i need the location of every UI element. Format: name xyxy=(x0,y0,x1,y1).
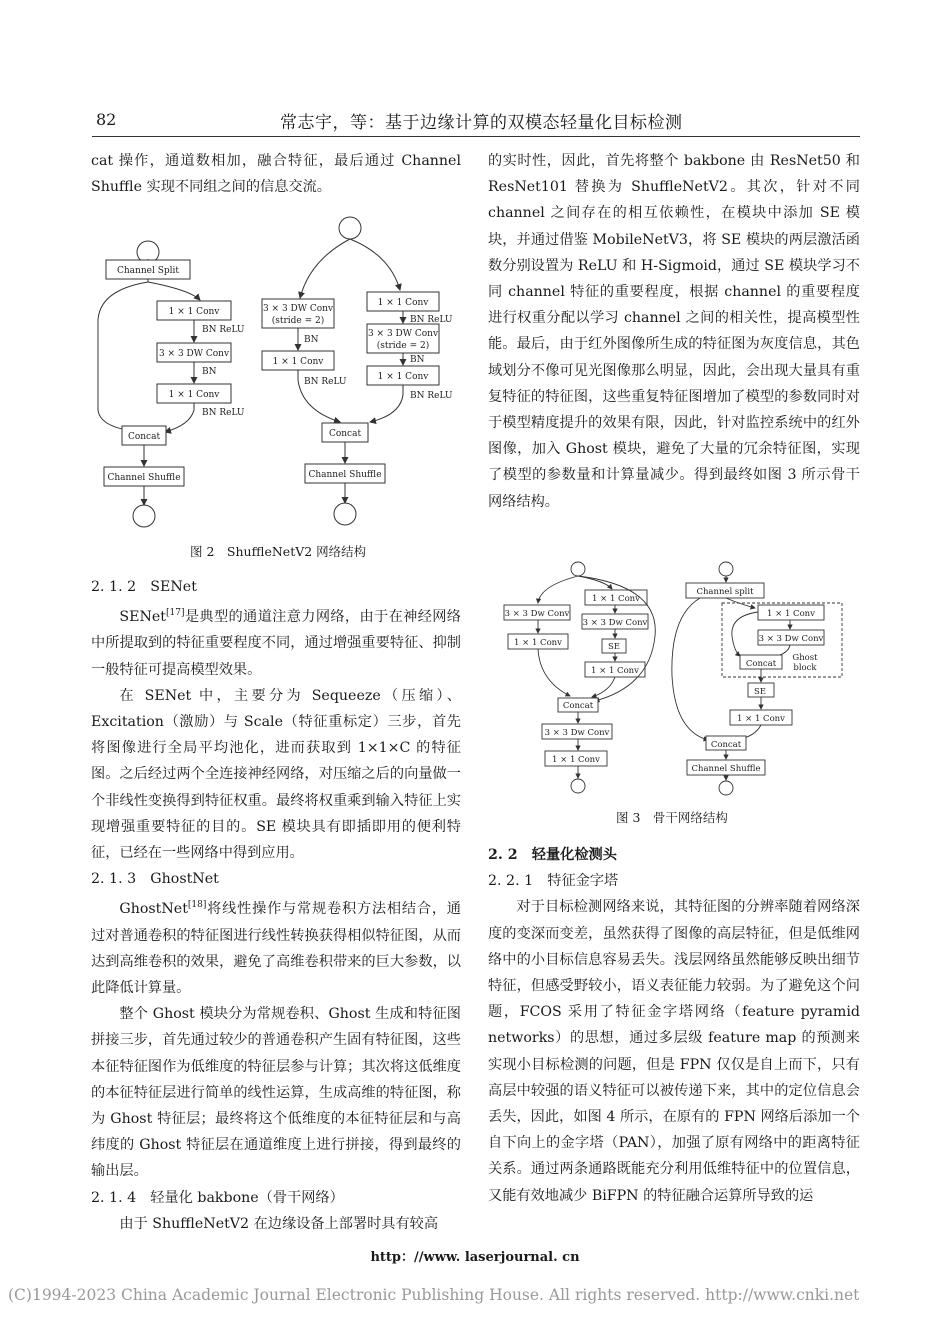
ghostnet-name: GhostNet xyxy=(119,901,188,918)
footer-url: http：//www. laserjournal. cn xyxy=(370,1250,580,1265)
fig2-left-dwconv: 3 × 3 DW Conv xyxy=(158,349,230,359)
fig3-left-conv-c: 1 × 1 Conv xyxy=(591,666,639,676)
copyright-watermark: (C)1994-2023 China Academic Journal Electronic Publishing House. All rights reserved. http://www.cnki.net xyxy=(8,1286,860,1304)
fig3-left-conv-a: 1 × 1 Conv xyxy=(514,638,562,648)
fig2-left-bnrelu-1: BN ReLU xyxy=(202,325,245,335)
fig3-left-dwconv-a: 3 × 3 Dw Conv xyxy=(504,609,570,619)
fig2-right-shuffle: Channel Shuffle xyxy=(308,470,382,480)
fig2-right-bn-a: BN xyxy=(304,335,319,345)
fig2-right-conv-a: 1 × 1 Conv xyxy=(272,357,324,367)
fig2-right-conv-b: 1 × 1 Conv xyxy=(377,298,429,308)
fig2-right-conv-c: 1 × 1 Conv xyxy=(377,372,429,382)
fig3-right-channel-split: Channel split xyxy=(696,587,754,597)
fig3-left-conv-d: 1 × 1 Conv xyxy=(552,755,600,765)
page-number: 82 xyxy=(96,110,117,129)
fig2-right-bnrelu-b: BN ReLU xyxy=(410,315,453,325)
left-body xyxy=(91,574,461,1237)
fig3-right-shuffle: Channel Shuffle xyxy=(691,764,761,774)
figure-2-caption: 图 2 ShuffleNetV2 网络结构 xyxy=(190,544,367,559)
fig3-right-concat: Concat xyxy=(710,740,742,750)
fig3-left-se: SE xyxy=(607,642,621,652)
left-intro xyxy=(91,148,461,200)
figure-3-caption: 图 3 骨干网络结构 xyxy=(616,810,728,825)
bakbone-paragraph-1: 由于 ShuffleNetV2 在边缘设备上部署时具有较高 xyxy=(119,1215,439,1232)
senet-name: SENet xyxy=(119,609,166,626)
ref-17: [17] xyxy=(165,608,185,619)
fig2-left-conv-1: 1 × 1 Conv xyxy=(168,307,220,317)
fig2-left-bn: BN xyxy=(202,367,217,377)
fig3-left-conv-b: 1 × 1 Conv xyxy=(592,594,640,604)
fig3-right-conv-a: 1 × 1 Conv xyxy=(767,609,815,619)
heading-2-2: 2. 2 轻量化检测头 xyxy=(488,847,617,863)
heading-2-2-1: 2. 2. 1 特征金字塔 xyxy=(488,873,619,890)
fig2-right-dw-stride-l1: 3 × 3 DW Conv xyxy=(262,304,334,314)
fig2-left-shuffle: Channel Shuffle xyxy=(107,473,181,483)
senet-paragraph-1 xyxy=(91,600,461,683)
figure-2-shufflenetv2 xyxy=(90,210,465,535)
fig2-left-conv-2: 1 × 1 Conv xyxy=(168,390,220,400)
fig3-right-se: SE xyxy=(753,687,767,697)
ghost-paragraph-1 xyxy=(91,892,461,1001)
fig2-right-bnrelu-a: BN ReLU xyxy=(304,377,347,387)
fig2-right-dw-stride-b-l2: (stride = 2) xyxy=(376,341,430,351)
fig2-right-dw-stride-l2: (stride = 2) xyxy=(271,316,325,326)
fig3-right-inner-concat: Concat xyxy=(745,659,777,669)
fig2-right-concat: Concat xyxy=(328,429,362,439)
heading-2-1-4: 2. 1. 4 轻量化 bakbone（骨干网络） xyxy=(91,1189,344,1206)
senet-paragraph-2: 在 SENet 中，主要分为 Sequeeze（压缩）、Excitation（激励）与 Scale（特征重标定）三步，首先将图像进行全局平均池化，进而获取到 1×1×C 的特征图。之后经过两个全连接神经网络，对压缩之后的向量做一个非线性变换得到特征权重。最终将权重乘到输入特征上实现增强重要特征的目的。SE 模块具有即插即用的便利特征，已经在一些网络中得到应用。 xyxy=(91,687,461,862)
intro-paragraph: cat 操作，通道数相加，融合特征，最后通过 Channel Shuffle 实现不同组之间的信息交流。 xyxy=(91,153,461,196)
fig2-right-bn-b: BN xyxy=(410,355,425,365)
fig3-right-conv-b: 1 × 1 Conv xyxy=(737,714,785,724)
ghost-paragraph-2: 整个 Ghost 模块分为常规卷积、Ghost 生成和特征图拼接三步，首先通过较少的普通卷积产生固有特征图，这些本征特征图作为低维度的特征层参与计算；其次将这低维度的本征特征层进行简单的线性运算，生成高维的特征图，称为 Ghost 特征层；最终将这个低维度的本征特征层和与高纬度的 Ghost 特征层在通道维度上进行拼接，得到最终的输出层。 xyxy=(91,1006,461,1180)
fig3-left-dwconv-b: 3 × 3 Dw Conv xyxy=(582,618,648,628)
right-body-bottom xyxy=(488,842,860,1209)
fig3-ghost-label-1: Ghost xyxy=(792,653,818,663)
fig2-left-bnrelu-2: BN ReLU xyxy=(202,408,245,418)
fig3-left-concat: Concat xyxy=(562,701,594,711)
heading-2-1-3: 2. 1. 3 GhostNet xyxy=(91,871,219,888)
figure-3-backbone xyxy=(500,556,850,801)
ghost-p1-text: 将线性操作与常规卷积方法相结合，通过对普通卷积的特征图进行线性转换获得相似特征图，从而达到高维卷积的效果，避免了高维卷积带来的巨大参数，以此降低计算量。 xyxy=(91,901,461,997)
fig3-ghost-label-2: block xyxy=(793,663,817,673)
ref-18: [18] xyxy=(187,900,207,911)
right-paragraph-1: 的实时性，因此，首先将整个 bakbone 由 ResNet50 和 ResNet101 替换为 ShuffleNetV2。其次，针对不同 channel 之间存在的相互依赖性，在模块中添加 SE 模块，并通过借鉴 MobileNetV3，将 SE 模块的两层激活函数分别设置为 ReLU 和 H-Sigmoid，通过 SE 模块学习不同 channel 特征的重要程度，根据 channel 的重要程度进行权重分配以学习 channel 之间的相关性，提高模型性能。最后，由于红外图像所生成的特征图为灰度信息，其色域划分不像可见光图像那么明显，因此，会出现大量具有重复特征的特征图，这些重复特征图增加了模型的参数同时对于模型精度提升的效果有限，因此，针对监控系统中的红外图像，加入 Ghost 模块，避免了大量的冗余特征图，实现了模型的参数量和计算量减少。得到最终如图 3 所示骨干网络结构。 xyxy=(488,153,860,510)
fig2-left-concat: Concat xyxy=(127,432,161,442)
fig2-right-dw-stride-b-l1: 3 × 3 DW Conv xyxy=(367,329,439,339)
senet-p1-text: 是典型的通道注意力网络，由于在神经网络中所提取到的特征重要程度不同，通过增强重要特征、抑制一般特征可提高模型效果。 xyxy=(91,609,461,678)
fig3-right-dwconv: 3 × 3 Dw Conv xyxy=(758,634,824,644)
header-rule xyxy=(92,136,860,137)
fig3-left-dwconv-c: 3 × 3 Dw Conv xyxy=(544,728,610,738)
right-paragraph-2: 对于目标检测网络来说，其特征图的分辨率随着网络深度的变深而变差，虽然获得了图像的高层特征，但是低维网络中的小目标信息容易丢失。浅层网络虽然能够反映出细节特征，但感受野较小，语义表征能力较弱。为了避免这个问题，FCOS 采用了特征金字塔网络（feature pyramid networks）的思想，通过多层级 feature map 的预测来实现小目标检测的问题，但是 FPN 仅仅是自上而下，只有高层中较强的语义特征可以被传递下来，其中的定位信息会丢失，因此，如图 4 所示，在原有的 FPN 网络后添加一个自下向上的金字塔（PAN），加强了原有网络中的距离特征关系。通过两条通路既能充分利用低维特征中的位置信息，又能有效地减少 BiFPN 的特征融合运算所导致的运 xyxy=(488,899,860,1204)
right-body-top xyxy=(488,148,860,515)
running-title: 常志宇，等：基于边缘计算的双模态轻量化目标检测 xyxy=(280,113,683,133)
fig2-channel-split: Channel Split xyxy=(116,266,180,276)
heading-2-1-2: 2. 1. 2 SENet xyxy=(91,579,197,595)
fig2-right-bnrelu-c: BN ReLU xyxy=(410,391,453,401)
